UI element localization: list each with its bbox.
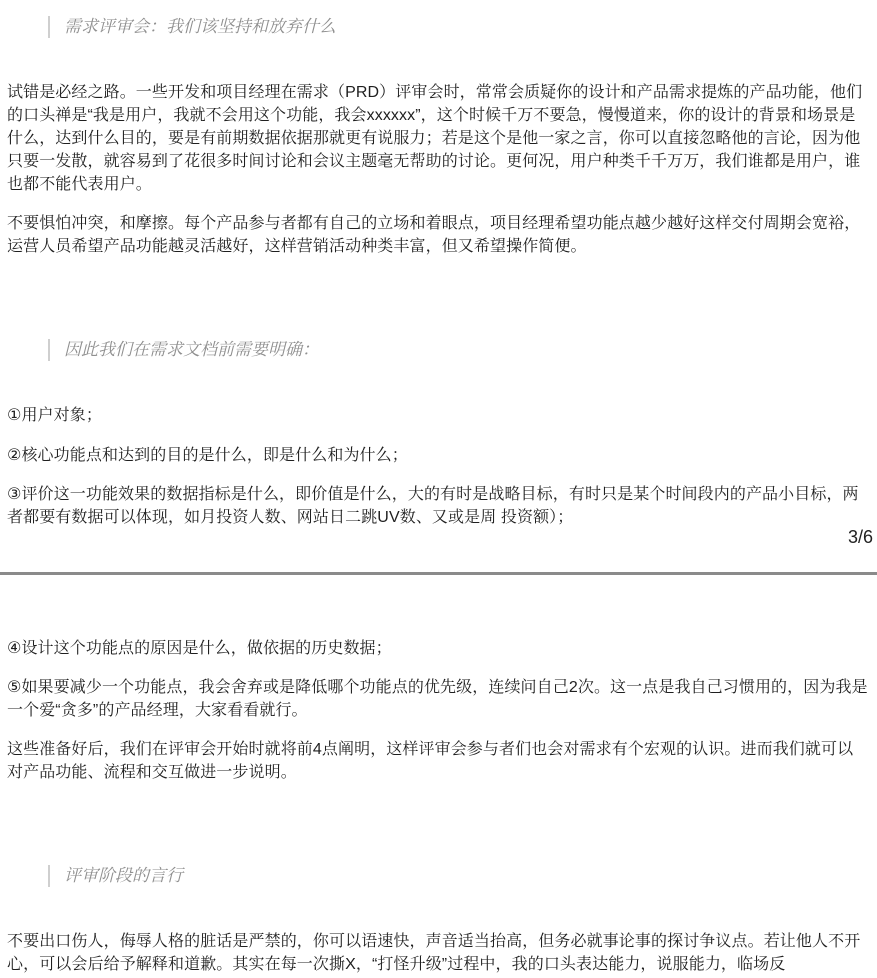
list-item-priority: ⑤如果要减少一个功能点，我会舍弃或是降低哪个功能点的优先级，连续问自己2次。这一点是我自己习惯用的，因为我是一个爱“贪多”的产品经理，大家看看就行。: [7, 679, 868, 719]
list-item-reason: ④设计这个功能点的原因是什么，做依据的历史数据；: [7, 640, 392, 657]
list-item-core-function: ②核心功能点和达到的目的是什么，即是什么和为什么；: [7, 447, 408, 464]
section-heading-review-conduct: 评审阶段的言行: [48, 865, 183, 887]
section-heading-prerequisites: 因此我们在需求文档前需要明确：: [48, 339, 319, 361]
list-item-user-target: ①用户对象；: [7, 407, 102, 424]
paragraph-conflict: 不要惧怕冲突，和摩擦。每个产品参与者都有自己的立场和着眼点，项目经理希望功能点越少越好这样交付周期会宽裕，运营人员希望产品功能越灵活越好，这样营销活动种类丰富，但又希望操作简便。: [7, 215, 861, 255]
paragraph-trial-and-error: 试错是必经之路。一些开发和项目经理在需求（PRD）评审会时，常常会质疑你的设计和产品需求提炼的产品功能，他们的口头禅是“我是用户，我就不会用这个功能，我会xxxxxx”，这个时候千万不要急，慢慢道来，你的设计的背景和场景是什么，达到什么目的，要是有前期数据依据那就更有说服力；若是这个是他一家之言，你可以直接忽略他的言论，因为他只要一发散，就容易到了花很多时间讨论和会议主题毫无帮助的讨论。更何况，用户种类千千万万，我们谁都是用户，谁也都不能代表用户。: [7, 84, 863, 193]
paragraph-conduct: 不要出口伤人，侮辱人格的脏话是严禁的，你可以语速快，声音适当抬高，但务必就事论事的探讨争议点。若让他人不开心，可以会后给予解释和道歉。其实在每一次撕X，“打怪升级”过程中，我的口头表达能力，说服能力，临场反: [7, 933, 861, 973]
document-page-4: [0, 575, 877, 978]
page-number: 3/6: [847, 527, 873, 547]
paragraph-preparation: 这些准备好后，我们在评审会开始时就将前4点阐明，这样评审会参与者们也会对需求有个宏观的认识。进而我们就可以对产品功能、流程和交互做进一步说明。: [7, 741, 854, 781]
section-heading-requirement-review: 需求评审会：我们该坚持和放弃什么: [48, 16, 336, 38]
list-item-metrics: ③评价这一功能效果的数据指标是什么，即价值是什么，大的有时是战略目标，有时只是某个时间段内的产品小目标，两者都要有数据可以体现，如月投资人数、网站日二跳UV数、又或是周 投资额）；: [7, 486, 859, 526]
